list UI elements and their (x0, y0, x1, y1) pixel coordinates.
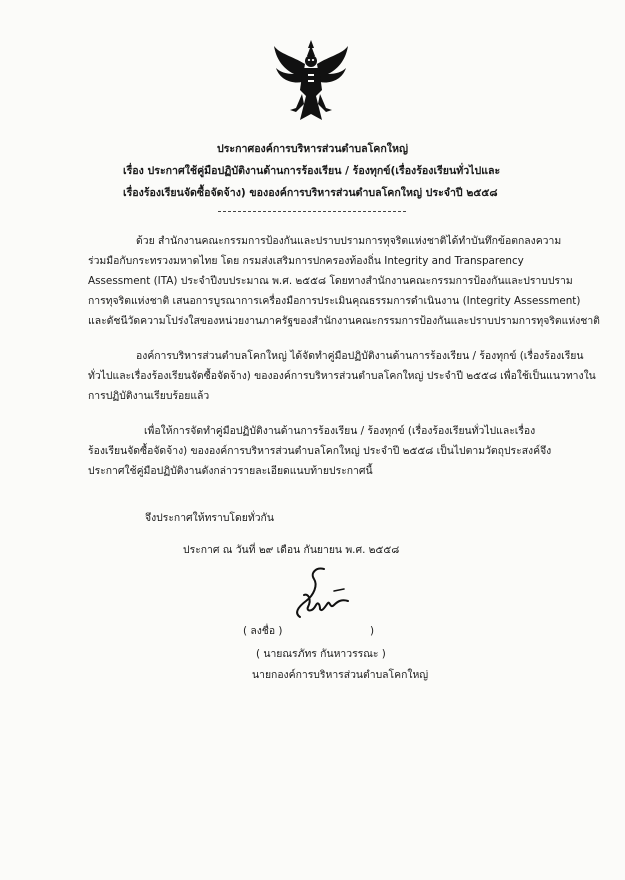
paragraph-1-line: และดัชนีวัดความโปร่งใสของหน่วยงานภาครัฐของสำนักงานคณะกรรมการป้องกันและปราบปรามการทุจริตแห่งชาติ (88, 315, 600, 327)
announcement-title: ประกาศองค์การบริหารส่วนตำบลโคกใหญ่ (217, 143, 408, 155)
paragraph-2-line: ทั่วไปและเรื่องร้องเรียนจัดซื้อจัดจ้าง) ขององค์การบริหารส่วนตำบลโคกใหญ่ ประจำปี ๒๕๕๘ เพื่อใช้เป็นแนวทางใน (88, 370, 596, 382)
paragraph-1-line: ด้วย สำนักงานคณะกรรมการป้องกันและปราบปรามการทุจริตแห่งชาติได้ทำบันทึกข้อตกลงความ (136, 235, 562, 247)
garuda-emblem-icon (272, 38, 350, 126)
divider (218, 211, 406, 212)
paragraph-2-line: องค์การบริหารส่วนตำบลโคกใหญ่ ได้จัดทำคู่มือปฏิบัติงานด้านการร้องเรียน / ร้องทุกข์ (เรื่องร้องเรียน (136, 350, 584, 362)
paragraph-1-line: Assessment (ITA) ประจำปีงบประมาณ พ.ศ. ๒๕๕๘ โดยทางสำนักงานคณะกรรมการป้องกันและปราบปราม (88, 275, 573, 287)
signatory-name: ( นายณรภัทร กันหาวรรณะ ) (256, 648, 386, 660)
paragraph-1-line: ร่วมมือกับกระทรวงมหาดไทย โดย กรมส่งเสริมการปกครองท้องถิ่น Integrity and Transparency (88, 255, 524, 267)
signature-label: ( ลงชื่อ ) (243, 625, 283, 637)
signatory-position: นายกองค์การบริหารส่วนตำบลโคกใหญ่ (252, 669, 429, 681)
paragraph-3-line: เพื่อให้การจัดทำคู่มือปฏิบัติงานด้านการร้องเรียน / ร้องทุกข์ (เรื่องร้องเรียนทั่วไปและเรื่อง (144, 425, 536, 437)
paragraph-2-line: การปฏิบัติงานเรียบร้อยแล้ว (88, 390, 210, 402)
paragraph-3-line: ประกาศใช้คู่มือปฏิบัติงานดังกล่าวรายละเอียดแนบท้ายประกาศนี้ (88, 465, 373, 477)
subject-line-1: เรื่อง ประกาศใช้คู่มือปฏิบัติงานด้านการร้องเรียน / ร้องทุกข์(เรื่องร้องเรียนทั่วไปและ (123, 165, 501, 177)
handwritten-signature (284, 565, 354, 621)
signature-closing-paren: ) (370, 625, 375, 637)
closing-statement: จึงประกาศให้ทราบโดยทั่วกัน (145, 512, 274, 524)
paragraph-3-line: ร้องเรียนจัดซื้อจัดจ้าง) ขององค์การบริหารส่วนตำบลโคกใหญ่ ประจำปี ๒๕๕๘ เป็นไปตามวัตถุประสงค์จึง (88, 445, 552, 457)
announcement-date: ประกาศ ณ วันที่ ๒๙ เดือน กันยายน พ.ศ. ๒๕๕๘ (183, 544, 400, 556)
subject-line-2: เรื่องร้องเรียนจัดซื้อจัดจ้าง) ขององค์การบริหารส่วนตำบลโคกใหญ่ ประจำปี ๒๕๕๘ (123, 187, 498, 199)
paragraph-1-line: การทุจริตแห่งชาติ เสนอการบูรณาการเครื่องมือการประเมินคุณธรรมการดำเนินงาน (Integrity Assessment) (88, 295, 581, 307)
